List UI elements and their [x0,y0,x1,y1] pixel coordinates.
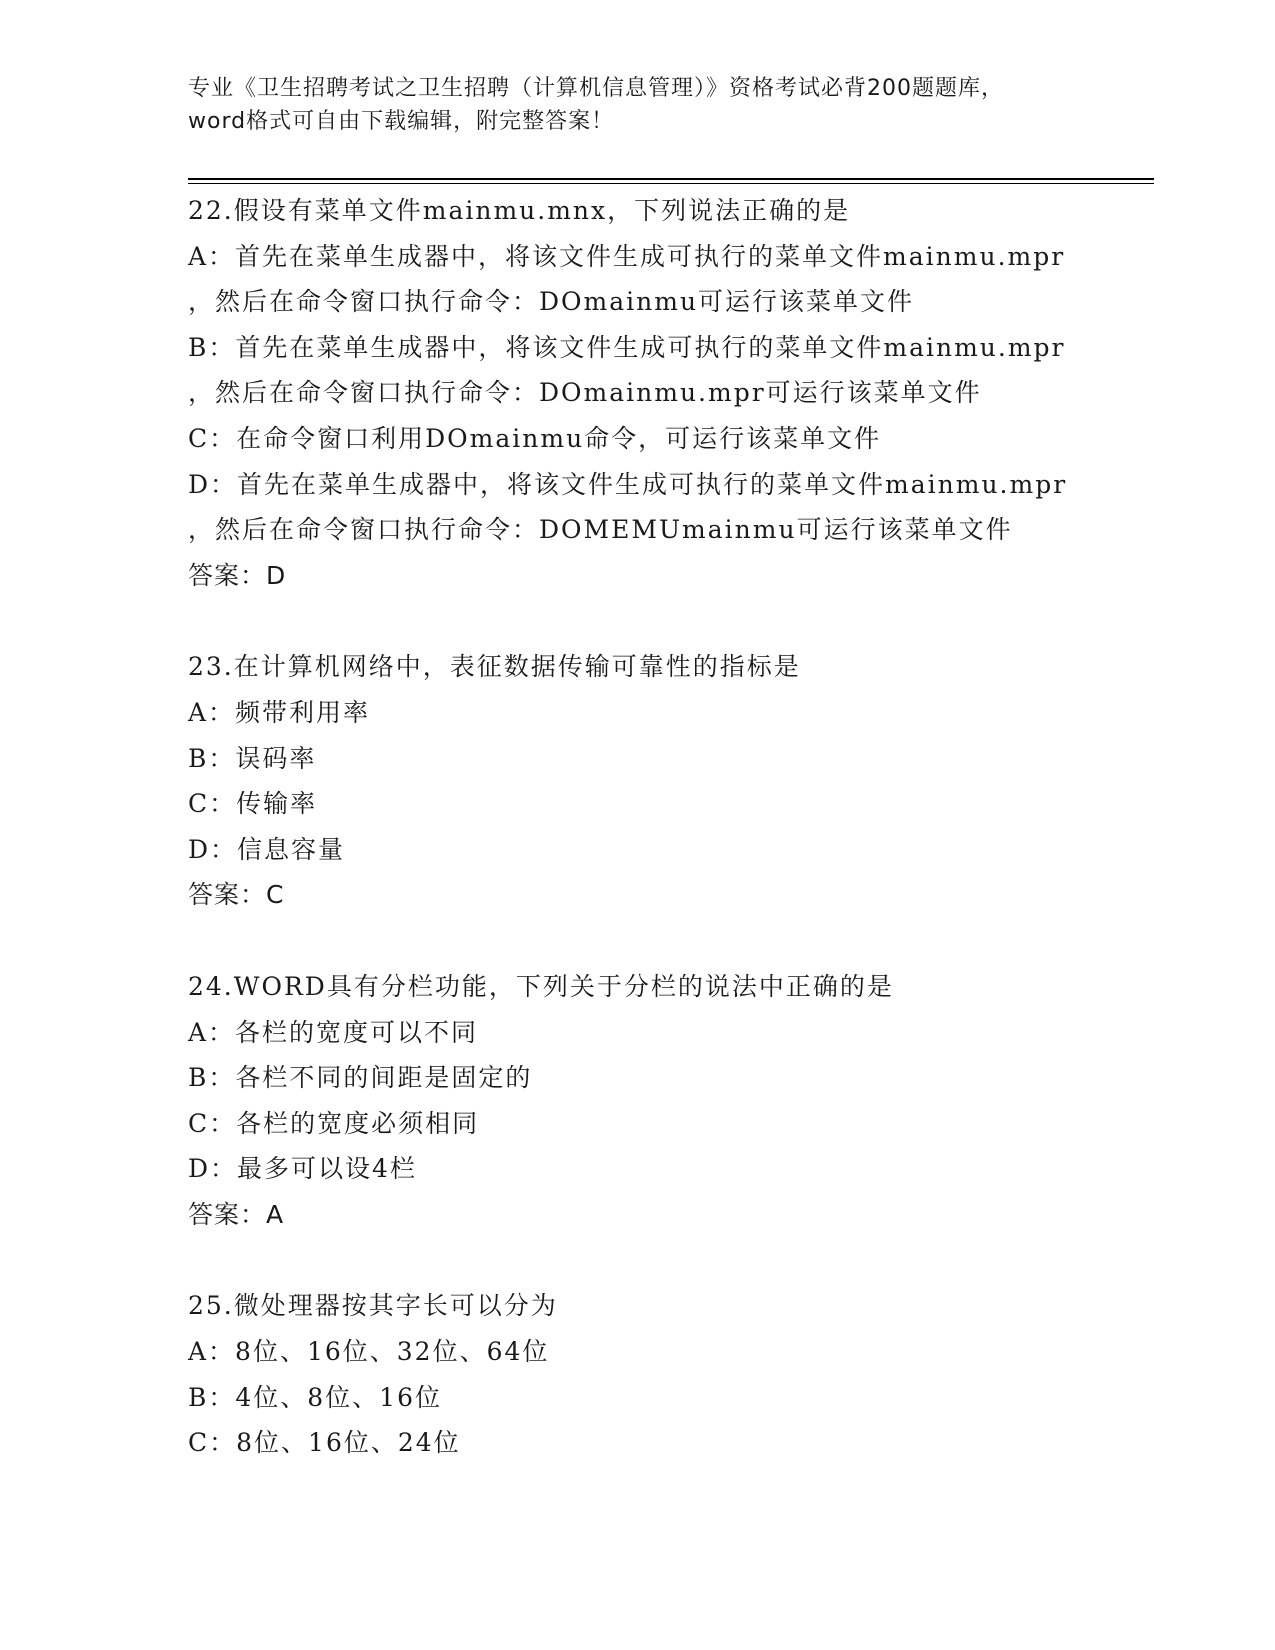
question-stem: 22.假设有菜单文件mainmu.mnx，下列说法正确的是 [188,196,851,225]
option-line: A：8位、16位、32位、64位 [188,1337,550,1367]
header-line-1: 专业《卫生招聘考试之卫生招聘（计算机信息管理）》资格考试必背200题题库， [188,76,1004,101]
answer-line: 答案：D [188,560,287,590]
header-divider-thin [188,183,1154,184]
option-line: D：最多可以设4栏 [188,1154,417,1184]
option-line: ，然后在命令窗口执行命令：DOMEMUmainmu可运行该菜单文件 [188,515,1013,545]
answer-line: 答案：A [188,1199,285,1229]
option-line: B：各栏不同的间距是固定的 [188,1063,533,1093]
question-block [188,964,1148,1238]
option-line: C：在命令窗口利用DOmainmu命令，可运行该菜单文件 [188,423,882,453]
document-header [188,72,1088,138]
option-line: B：首先在菜单生成器中，将该文件生成可执行的菜单文件mainmu.mpr [188,332,1066,362]
answer-line: 答案：C [188,880,285,910]
question-stem: 25.微处理器按其字长可以分为 [188,1291,558,1321]
header-line-2: word格式可自由下载编辑，附完整答案！ [188,109,615,134]
question-list [188,188,1148,1512]
header-divider-thick [188,178,1154,180]
option-line: C：传输率 [188,789,318,819]
option-line: B：误码率 [188,743,317,773]
option-line: B：4位、8位、16位 [188,1382,442,1412]
option-line: C：各栏的宽度必须相同 [188,1108,480,1138]
question-stem: 24.WORD具有分栏功能，下列关于分栏的说法中正确的是 [188,971,894,1001]
option-line: D：首先在菜单生成器中，将该文件生成可执行的菜单文件mainmu.mpr [188,469,1068,499]
option-line: C：8位、16位、24位 [188,1428,461,1458]
option-line: A：各栏的宽度可以不同 [188,1017,479,1047]
option-line: D：信息容量 [188,834,346,864]
question-stem: 23.在计算机网络中，表征数据传输可靠性的指标是 [188,652,801,682]
question-block [188,188,1148,598]
question-block [188,1283,1148,1465]
option-line: ，然后在命令窗口执行命令：DOmainmu.mpr可运行该菜单文件 [188,378,982,408]
option-line: A：频带利用率 [188,697,371,727]
question-block [188,644,1148,918]
option-line: ，然后在命令窗口执行命令：DOmainmu可运行该菜单文件 [188,287,915,317]
option-line: A：首先在菜单生成器中，将该文件生成可执行的菜单文件mainmu.mpr [188,241,1066,271]
